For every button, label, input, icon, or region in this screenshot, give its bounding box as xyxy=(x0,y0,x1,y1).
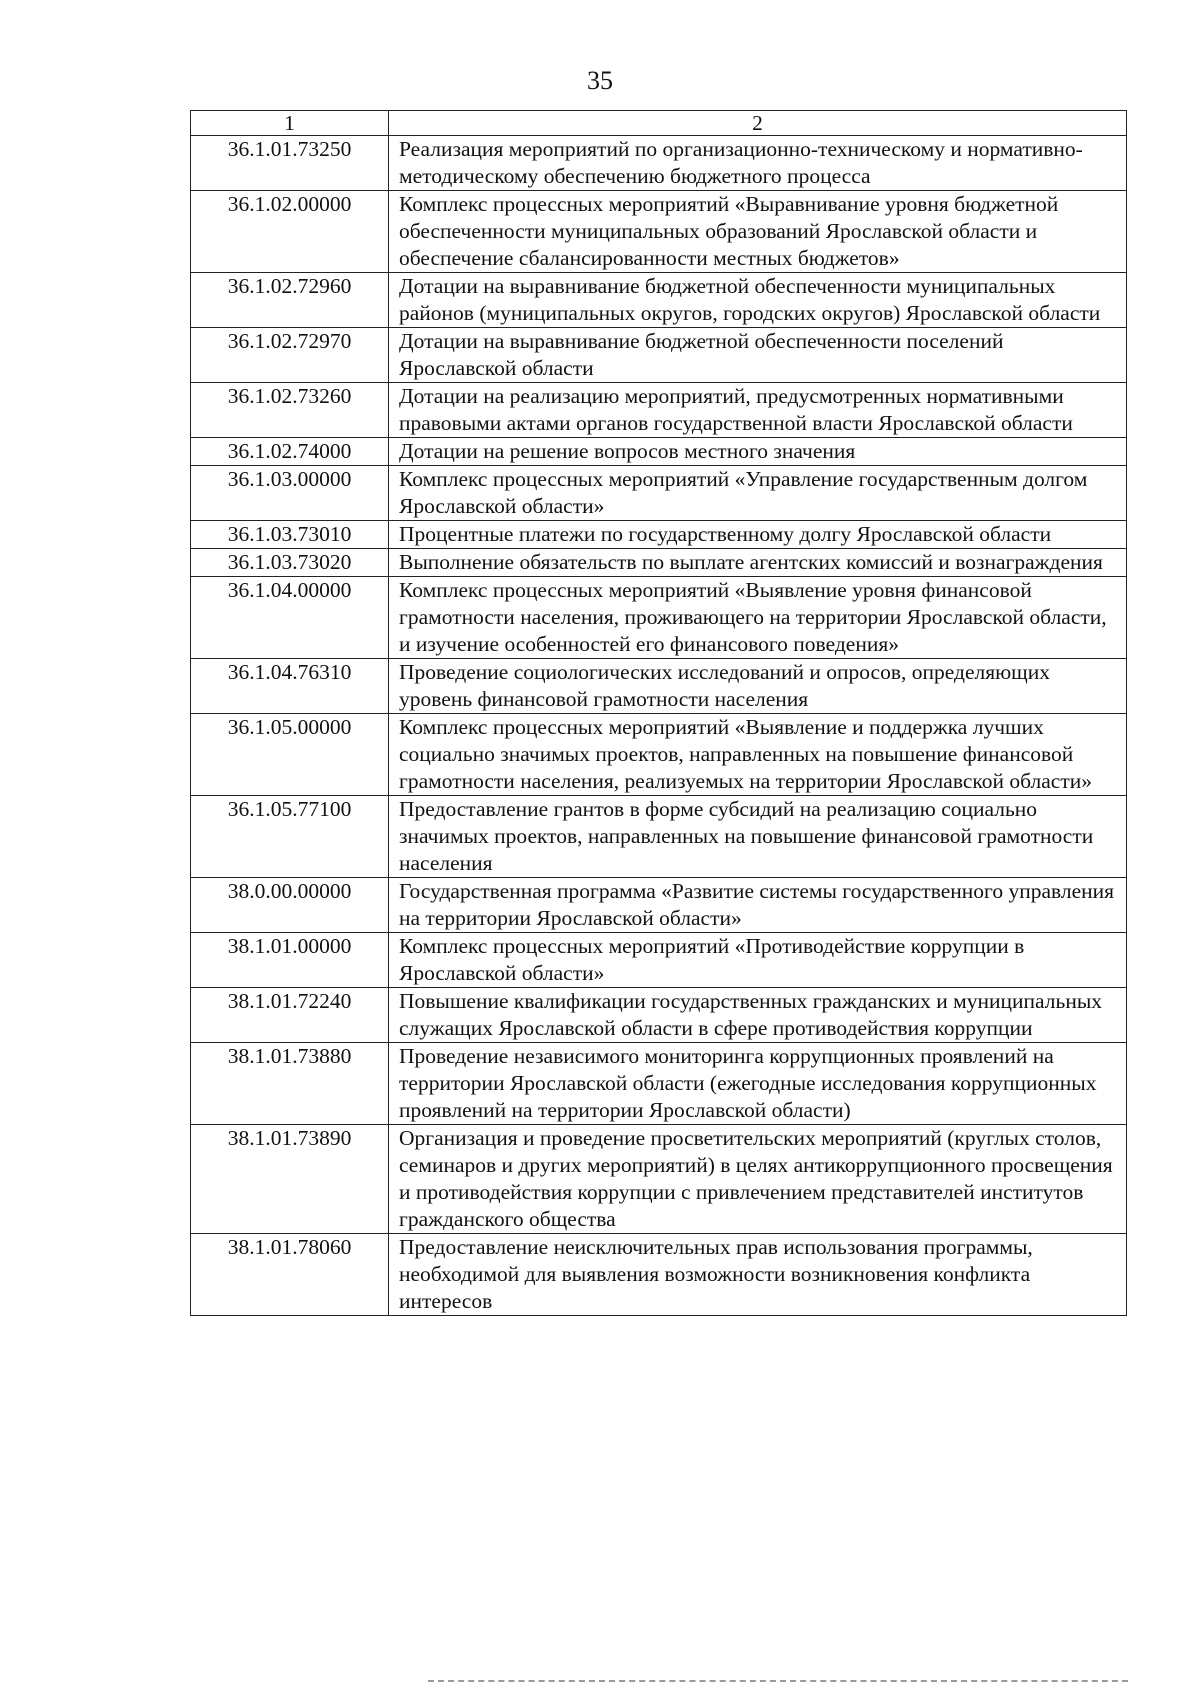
row-code: 36.1.05.00000 xyxy=(191,714,389,796)
table-row xyxy=(191,466,1127,521)
row-code: 38.0.00.00000 xyxy=(191,878,389,933)
table-row xyxy=(191,136,1127,191)
row-description: Дотации на выравнивание бюджетной обеспеченности поселений Ярославской области xyxy=(389,328,1127,383)
row-description: Комплекс процессных мероприятий «Выявление и поддержка лучших социально значимых проектов, направленных на повышение финансовой грамотности населения, реализуемых на территории Ярославской области» xyxy=(389,714,1127,796)
row-code: 36.1.05.77100 xyxy=(191,796,389,878)
row-description: Государственная программа «Развитие системы государственного управления на территории Ярославской области» xyxy=(389,878,1127,933)
row-description: Комплекс процессных мероприятий «Выявление уровня финансовой грамотности населения, проживающего на территории Ярославской области, и изучение особенностей его финансового поведения» xyxy=(389,577,1127,659)
row-description: Комплекс процессных мероприятий «Противодействие коррупции в Ярославской области» xyxy=(389,933,1127,988)
row-description: Дотации на реализацию мероприятий, предусмотренных нормативными правовыми актами органов государственной власти Ярославской области xyxy=(389,383,1127,438)
row-description: Предоставление неисключительных прав использования программы, необходимой для выявления возможности возникновения конфликта интересов xyxy=(389,1234,1127,1316)
row-description: Проведение независимого мониторинга коррупционных проявлений на территории Ярославской области (ежегодные исследования коррупционных проявлений на территории Ярославской области) xyxy=(389,1043,1127,1125)
row-code: 36.1.02.72970 xyxy=(191,328,389,383)
row-code: 38.1.01.00000 xyxy=(191,933,389,988)
row-code: 38.1.01.73880 xyxy=(191,1043,389,1125)
column-header-2: 2 xyxy=(389,111,1127,136)
row-description: Комплекс процессных мероприятий «Выравнивание уровня бюджетной обеспеченности муниципальных образований Ярославской области и обеспечение сбалансированности местных бюджетов» xyxy=(389,191,1127,273)
row-code: 36.1.02.74000 xyxy=(191,438,389,466)
table-row xyxy=(191,383,1127,438)
row-code: 36.1.03.73020 xyxy=(191,549,389,577)
row-description: Предоставление грантов в форме субсидий на реализацию социально значимых проектов, направленных на повышение финансовой грамотности населения xyxy=(389,796,1127,878)
table-row xyxy=(191,796,1127,878)
row-code: 36.1.04.00000 xyxy=(191,577,389,659)
table-row xyxy=(191,714,1127,796)
row-description: Проведение социологических исследований и опросов, определяющих уровень финансовой грамотности населения xyxy=(389,659,1127,714)
page-number: 35 xyxy=(587,66,613,95)
table-body xyxy=(191,136,1127,1316)
row-code: 38.1.01.73890 xyxy=(191,1125,389,1234)
row-code: 36.1.02.73260 xyxy=(191,383,389,438)
table-row xyxy=(191,878,1127,933)
row-description: Процентные платежи по государственному долгу Ярославской области xyxy=(389,521,1127,549)
table-row xyxy=(191,273,1127,328)
row-code: 36.1.04.76310 xyxy=(191,659,389,714)
table-row xyxy=(191,521,1127,549)
row-description: Повышение квалификации государственных гражданских и муниципальных служащих Ярославской области в сфере противодействия коррупции xyxy=(389,988,1127,1043)
table-row xyxy=(191,438,1127,466)
row-code: 38.1.01.72240 xyxy=(191,988,389,1043)
table-row xyxy=(191,549,1127,577)
row-code: 36.1.01.73250 xyxy=(191,136,389,191)
table-row xyxy=(191,1234,1127,1316)
row-description: Реализация мероприятий по организационно-техническому и нормативно-методическому обеспечению бюджетного процесса xyxy=(389,136,1127,191)
row-description: Выполнение обязательств по выплате агентских комиссий и вознаграждения xyxy=(389,549,1127,577)
table-row xyxy=(191,577,1127,659)
row-description: Организация и проведение просветительских мероприятий (круглых столов, семинаров и других мероприятий) в целях антикоррупционного просвещения и противодействия коррупции с привлечением представителей институтов гражданского общества xyxy=(389,1125,1127,1234)
row-code: 36.1.03.00000 xyxy=(191,466,389,521)
scan-artifact-line xyxy=(428,1680,1128,1682)
table-row xyxy=(191,1125,1127,1234)
table-row xyxy=(191,328,1127,383)
row-code: 36.1.02.00000 xyxy=(191,191,389,273)
row-description: Дотации на решение вопросов местного значения xyxy=(389,438,1127,466)
budget-codes-table xyxy=(190,110,1127,1316)
table-row xyxy=(191,933,1127,988)
row-code: 38.1.01.78060 xyxy=(191,1234,389,1316)
column-header-1: 1 xyxy=(191,111,389,136)
row-description: Дотации на выравнивание бюджетной обеспеченности муниципальных районов (муниципальных округов, городских округов) Ярославской области xyxy=(389,273,1127,328)
row-code: 36.1.02.72960 xyxy=(191,273,389,328)
table-row xyxy=(191,988,1127,1043)
row-description: Комплекс процессных мероприятий «Управление государственным долгом Ярославской области» xyxy=(389,466,1127,521)
table-row xyxy=(191,659,1127,714)
row-code: 36.1.03.73010 xyxy=(191,521,389,549)
table-row xyxy=(191,191,1127,273)
table-header-row xyxy=(191,111,1127,136)
table-row xyxy=(191,1043,1127,1125)
